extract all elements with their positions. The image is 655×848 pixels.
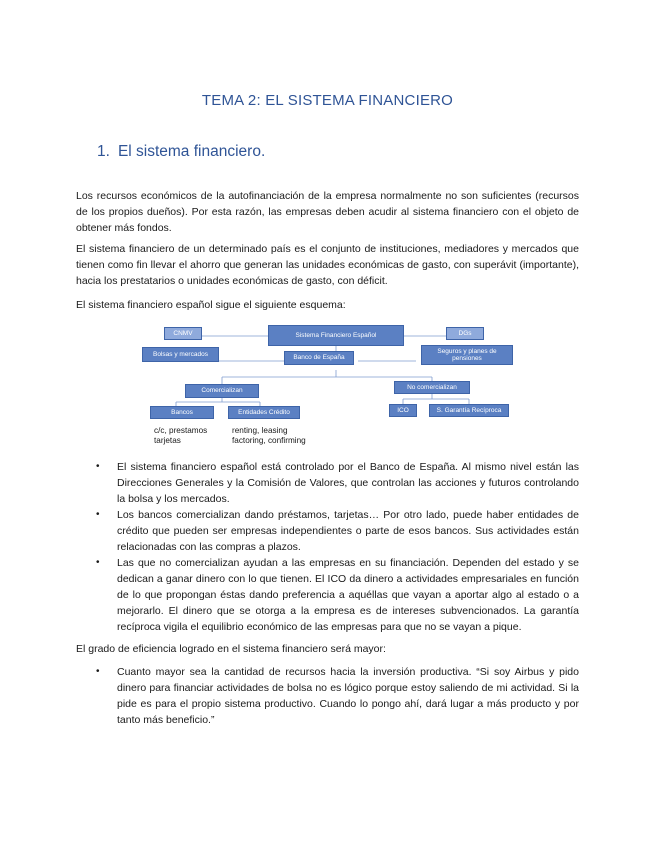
entidades-box: Entidades Crédito [228, 406, 300, 419]
section-heading [97, 143, 265, 161]
bullet-icon: • [96, 461, 100, 472]
comercializan-box: Comercializan [185, 384, 259, 398]
paragraph-definition: El sistema financiero de un determinado país es el conjunto de instituciones, mediadores y mercados que tienen como fin llevar el ahorro que generan las unidades económicas de gasto, con superávit (importante), hacia los prestatarios o unidades económicas de gasto, con déficit. [76, 243, 579, 287]
sgr-box: S. Garantía Recíproca [429, 404, 509, 417]
ico-box: ICO [389, 404, 417, 417]
list-item-text: El sistema financiero español está controlado por el Banco de España. Al mismo nivel están las Direcciones Generales y la Comisión de Valores, que controlan las acciones y futuros controlando la bolsa y los mercados. [117, 461, 579, 505]
section-number: 1. [97, 143, 110, 160]
seguros-box: Seguros y planes de pensiones [421, 345, 513, 365]
bullet-icon: • [96, 509, 100, 520]
paragraph-intro: Los recursos económicos de la autofinanciación de la empresa normalmente no son suficientes (recursos de los propios dueños). Por esta razón, las empresas deben acudir al sistema financiero con el objeto de obtener más fondos. [76, 190, 579, 234]
no-comercializan-box: No comercializan [394, 381, 470, 394]
list-item [96, 459, 579, 507]
bancos-box: Bancos [150, 406, 214, 419]
cnmv-box: CNMV [164, 327, 202, 340]
list-item-text: Las que no comercializan ayudan a las empresas en su financiación. Dependen del estado y se dedican a ganar dinero con lo que tienen. El ICO da dinero a actividades empresariales en función de lo que propongan éstas dando preferencia a aquéllas que vayan a aportar algo al estado o a mejorarlo. El dinero que se otorga a la empresa es de intereses subvencionados. La garantía recíproca vigila el equilibrio económico de las empresas para que no se vayan a pique. [117, 557, 579, 633]
root-box: Sistema Financiero Español [268, 325, 404, 346]
page-title: TEMA 2: EL SISTEMA FINANCIERO [201, 92, 454, 109]
banco-espana-box: Banco de España [284, 351, 354, 365]
bullet-icon: • [96, 557, 100, 568]
list-item-text: Cuanto mayor sea la cantidad de recursos hacia la inversión productiva. “Si soy Airbus y pido dinero para financiar actividades de bolsa no es lógico porque estoy saliendo de mi actividad. Si la pide es para el propio sistema productivo. Cuando lo pongo ahí, dará lugar a más producto y por tanto más beneficio.” [117, 666, 579, 726]
dgs-box: DGs [446, 327, 484, 340]
paragraph-efficiency: El grado de eficiencia logrado en el sistema financiero será mayor: [76, 643, 386, 655]
bancos-note: c/c, prestamos tarjetas [154, 426, 208, 445]
list-item [96, 555, 579, 635]
bullet-list-main [96, 459, 579, 635]
list-item-text: Los bancos comercializan dando préstamos, tarjetas… Por otro lado, puede haber entidades de crédito que pueden ser empresas independientes o parte de esos bancos. Sus actividades están relacionadas con las compras a plazos. [117, 509, 579, 553]
section-heading-text: El sistema financiero. [117, 143, 266, 160]
bullet-list-efficiency [96, 664, 579, 728]
list-item [96, 507, 579, 555]
entidades-note: renting, leasing factoring, confirming [232, 426, 306, 445]
paragraph-scheme-intro: El sistema financiero español sigue el siguiente esquema: [76, 299, 346, 311]
bolsas-box: Bolsas y mercados [142, 347, 219, 362]
list-item [96, 664, 579, 728]
bullet-icon: • [96, 666, 100, 677]
financial-system-diagram [136, 322, 521, 452]
